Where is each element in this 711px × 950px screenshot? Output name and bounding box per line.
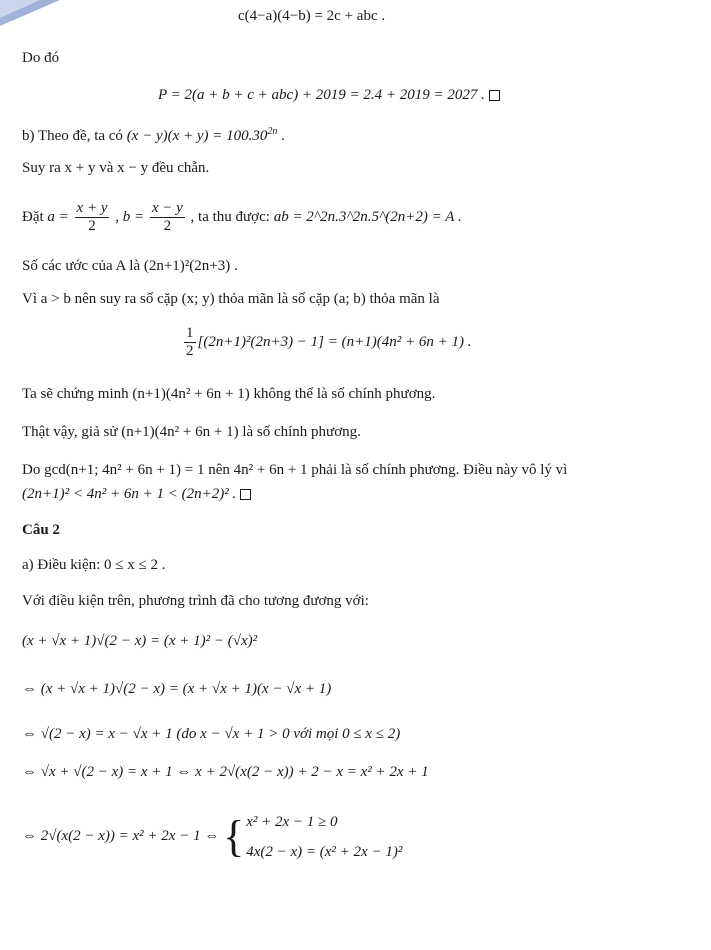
fraction-denominator: 2 [186, 343, 194, 360]
fraction-x-minus-y [150, 200, 185, 235]
text-do-do: Do đó [22, 50, 60, 66]
equation-half [182, 322, 471, 362]
fraction-numerator: x + y [76, 200, 108, 217]
part-b-label: b) Theo đề, ta có [22, 128, 123, 144]
text-suy-ra: Suy ra x + y và x − y đều chẵn. [22, 160, 210, 176]
equation-step-5-left: ⇔ 2√(x(2 − x)) = x² + 2x − 1 ⇔ [22, 828, 220, 844]
dat-b: , b = [115, 209, 145, 225]
fraction-numerator: 1 [186, 325, 194, 342]
dat-label: Đặt [22, 209, 44, 225]
text-dieu-kien: a) Điều kiện: 0 ≤ x ≤ 2 . [22, 557, 166, 573]
text-that-vay: Thật vậy, giả sử (n+1)(4n² + 6n + 1) là số chính phương. [22, 424, 361, 440]
text-chung-minh: Ta sẽ chứng minh (n+1)(4n² + 6n + 1) không thể là số chính phương. [22, 386, 436, 402]
text-voi-dieu-kien: Với điều kiện trên, phương trình đã cho tương đương với: [22, 593, 369, 609]
system-row-1: x² + 2x − 1 ≥ 0 [246, 813, 338, 830]
equation-step-1: (x + √x + 1)√(2 − x) = (x + 1)² − (√x)² [22, 633, 258, 649]
equation-half-text: [(2n+1)²(2n+3) − 1] = (n+1)(4n² + 6n + 1) . [197, 334, 472, 350]
corner-decoration [0, 0, 60, 26]
qed-box-icon [489, 90, 500, 101]
equation-step-5 [22, 806, 402, 867]
part-b-exponent: 2n [267, 126, 278, 137]
system-rows [246, 807, 402, 867]
inequality-line [22, 484, 251, 504]
fraction-denominator: 2 [163, 218, 172, 235]
fraction-x-plus-y [75, 200, 110, 235]
system-row-2: 4x(2 − x) = (x² + 2x − 1)² [246, 843, 403, 860]
left-brace-icon: { [223, 811, 245, 861]
inequality-text: (2n+1)² < 4n² + 6n + 1 < (2n+2)² . [22, 486, 237, 502]
text-gcd: Do gcd(n+1; 4n² + 6n + 1) = 1 nên 4n² + 6n + 1 phải là số chính phương. Điều này vô lý vì [22, 462, 568, 478]
part-b-equation: (x − y)(x + y) = 100.30 [126, 128, 268, 144]
equation-step-4: ⇔ √x + √(2 − x) = x + 1 ⇔ x + 2√(x(2 − x)) + 2 − x = x² + 2x + 1 [22, 764, 429, 780]
dat-result: ab = 2^2n.3^2n.5^(2n+2) = A . [273, 209, 462, 225]
equation-step-2: ⇔ (x + √x + 1)√(2 − x) = (x + √x + 1)(x − √x + 1) [22, 681, 332, 697]
fraction-one-half [184, 325, 196, 360]
equation-P [158, 85, 500, 105]
dat-tail: , ta thu được: [190, 209, 270, 225]
qed-box-icon [240, 489, 251, 500]
fraction-denominator: 2 [88, 218, 96, 235]
substitution-line [22, 198, 462, 236]
system-of-equations [223, 807, 402, 867]
dat-a: a = [47, 209, 69, 225]
equation-step-3: ⇔ √(2 − x) = x − √x + 1 (do x − √x + 1 > 0 với mọi 0 ≤ x ≤ 2) [22, 726, 401, 742]
part-b-intro: b) Theo đề, ta có $(x - y)(x + y) = 100.30^{2n}$ . [22, 126, 285, 144]
text-so-uoc: Số các ước của A là (2n+1)²(2n+3) . [22, 258, 238, 274]
fraction-numerator: x − y [151, 200, 183, 217]
equation-top: c(4−a)(4−b) = 2c + abc . [238, 8, 386, 24]
equation-P-text: P = 2(a + b + c + abc) + 2019 = 2.4 + 2019 = 2027 . [158, 87, 485, 103]
heading-cau-2: Câu 2 [22, 522, 60, 538]
text-vi: Vì a > b nên suy ra số cặp (x; y) thỏa mãn là số cặp (a; b) thỏa mãn là [22, 291, 440, 307]
